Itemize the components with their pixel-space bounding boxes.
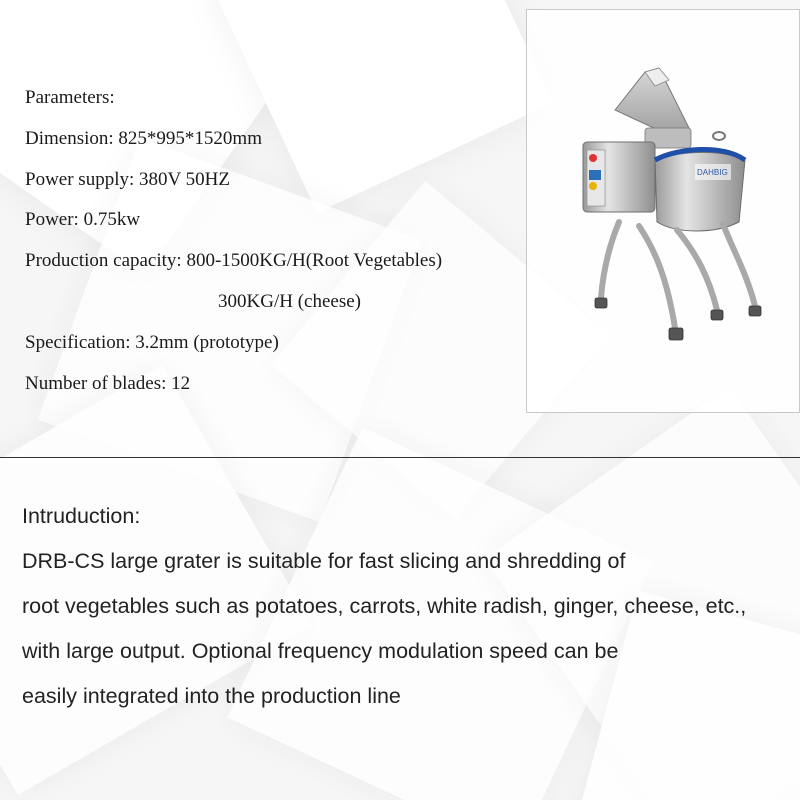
parameters-heading: Parameters: [25, 87, 115, 108]
power-supply-text: Power supply: 380V 50HZ [25, 168, 230, 190]
capacity-cheese-text: 300KG/H (cheese) [218, 290, 361, 312]
introduction-line: easily integrated into the production line [22, 684, 401, 708]
product-photo [526, 9, 800, 413]
parameters-section [25, 78, 442, 404]
blades-text: Number of blades: 12 [25, 372, 191, 394]
capacity-text: Production capacity: 800-1500KG/H(Root Vegetables) [25, 250, 443, 272]
introduction-line: root vegetables such as potatoes, carrots, white radish, ginger, cheese, etc., [22, 594, 747, 618]
brand-label: DAHBIG [697, 168, 728, 177]
dimension-text: Dimension: 825*995*1520mm [25, 127, 262, 149]
introduction-heading: Intruduction: [22, 504, 141, 528]
introduction-line: DRB-CS large grater is suitable for fast slicing and shredding of [22, 549, 626, 573]
specification-text: Specification: 3.2mm (prototype) [25, 331, 279, 353]
power-text: Power: 0.75kw [25, 209, 141, 231]
introduction-line: with large output. Optional frequency modulation speed can be [22, 639, 619, 663]
grater-machine-illustration [527, 10, 799, 412]
section-divider [0, 457, 800, 458]
introduction-section [22, 494, 746, 719]
